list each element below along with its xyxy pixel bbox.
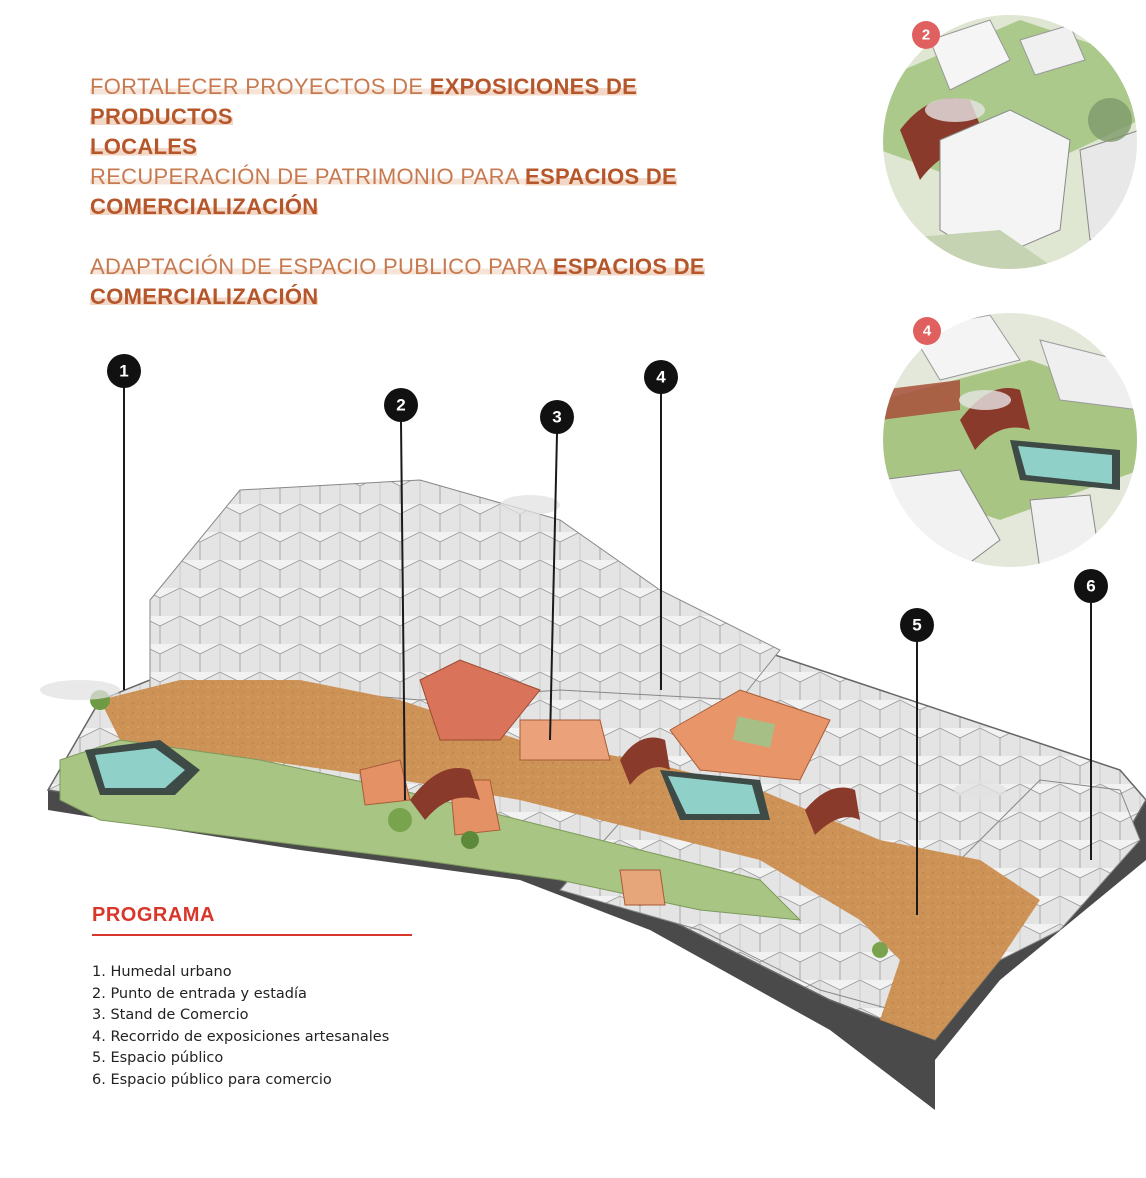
program-item-5: 5. Espacio público: [92, 1050, 224, 1066]
marker-3-label: 3: [552, 407, 562, 427]
detail-view-4-label: 4: [922, 322, 932, 340]
program-item-1: 1. Humedal urbano: [92, 964, 232, 980]
headline-3-plain: ADAPTACIÓN DE ESPACIO PUBLICO PARA: [90, 254, 553, 279]
marker-5-label: 5: [912, 615, 922, 635]
marker-6: [1074, 569, 1108, 603]
program-item-2: 2. Punto de entrada y estadía: [92, 985, 307, 1002]
marker-5: [900, 608, 934, 642]
headline-1-bold-2: LOCALES: [90, 134, 198, 159]
marker-2: [384, 388, 418, 422]
marker-1-label: 1: [119, 361, 129, 381]
headline-1-plain: FORTALECER PROYECTOS DE: [90, 74, 430, 99]
program-divider: [92, 934, 412, 936]
marker-2-label: 2: [396, 395, 406, 415]
program-title: PROGRAMA: [92, 904, 215, 926]
detail-view-4: [880, 310, 1140, 570]
headline-2-bold-2: COMERCIALIZACIÓN: [90, 194, 319, 219]
program-item-4: 4. Recorrido de exposiciones artesanales: [92, 1028, 390, 1045]
headline-2-bold: ESPACIOS DE: [525, 164, 678, 189]
headline-2-plain: RECUPERACIÓN DE PATRIMONIO PARA: [90, 164, 525, 189]
marker-1: [107, 354, 141, 388]
marker-4-label: 4: [656, 367, 666, 387]
detail-view-2-label: 2: [921, 26, 931, 44]
headline-1-bold: EXPOSICIONES DE PRODUCTOS: [90, 74, 638, 129]
marker-6-label: 6: [1086, 576, 1096, 596]
program-list: [92, 962, 389, 1091]
program-item-6: 6. Espacio público para comercio: [92, 1071, 332, 1088]
marker-3: [540, 400, 574, 434]
program-item-3: 3. Stand de Comercio: [92, 1007, 249, 1023]
marker-4: [644, 360, 678, 394]
headline-3-bold-2: COMERCIALIZACIÓN: [90, 284, 319, 309]
headline-3-bold: ESPACIOS DE: [552, 254, 705, 279]
detail-view-2: [880, 12, 1140, 272]
